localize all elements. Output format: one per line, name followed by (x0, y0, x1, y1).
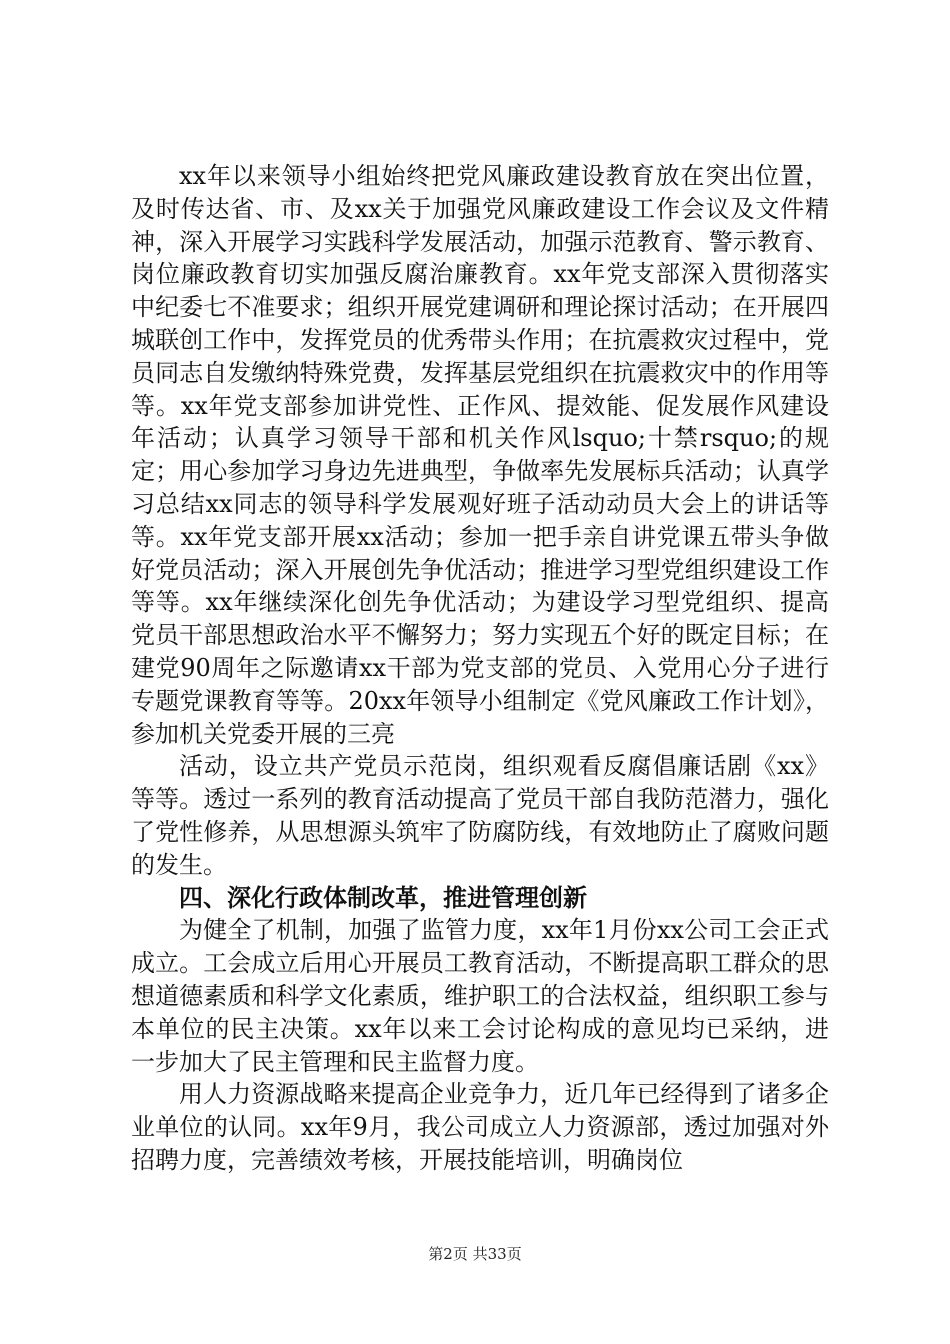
section-heading: 四、深化行政体制改革，推进管理创新 (179, 882, 587, 912)
paragraph-trade-union: 为健全了机制，加强了监管力度，xx年1月份xx公司工会正式成立。工会成立后用心开展员工教育活动，不断提高职工群众的思想道德素质和科学文化素质，维护职工的合法权益，组织职工参与本单位的民主决策。xx年以来工会讨论构成的意见均已采纳，进一步加大了民主管理和民主监督力度。 (131, 916, 829, 1076)
document-body (131, 160, 829, 1177)
paragraph-education-activities: 活动，设立共产党员示范岗，组织观看反腐倡廉话剧《xx》等等。透过一系列的教育活动提高了党员干部自我防范潜力，强化了党性修养，从思想源头筑牢了防腐防线，有效地防止了腐败问题的发生。 (131, 752, 829, 879)
paragraph-human-resources: 用人力资源战略来提高企业竞争力，近几年已经得到了诸多企业单位的认同。xx年9月，我公司成立人力资源部，透过加强对外招聘力度，完善绩效考核，开展技能培训，明确岗位 (131, 1080, 829, 1174)
page-number: 第2页 共33页 (428, 1245, 522, 1263)
paragraph-party-education: xx年以来领导小组始终把党风廉政建设教育放在突出位置，及时传达省、市、及xx关于加强党风廉政建设工作会议及文件精神，深入开展学习实践科学发展活动，加强示范教育、警示教育、岗位廉政教育切实加强反腐治廉教育。xx年党支部深入贯彻落实中纪委七不准要求；组织开展党建调研和理论探讨活动；在开展四城联创工作中，发挥党员的优秀带头作用；在抗震救灾过程中，党员同志自发缴纳特殊党费，发挥基层党组织在抗震救灾中的作用等等。xx年党支部参加讲党性、正作风、提效能、促发展作风建设年活动；认真学习领导干部和机关作风lsquo;十禁rsquo;的规定；用心参加学习身边先进典型，争做率先发展标兵活动；认真学习总结xx同志的领导科学发展观好班子活动动员大会上的讲话等等。xx年党支部开展xx活动；参加一把手亲自讲党课五带头争做好党员活动；深入开展创先争优活动；推进学习型党组织建设工作等等。xx年继续深化创先争优活动；为建设学习型党组织、提高党员干部思想政治水平不懈努力；努力实现五个好的既定目标；在建党90周年之际邀请xx干部为党支部的党员、入党用心分子进行专题党课教育等等。20xx年领导小组制定《党风廉政工作计划》，参加机关党委开展的三亮 (131, 162, 829, 748)
